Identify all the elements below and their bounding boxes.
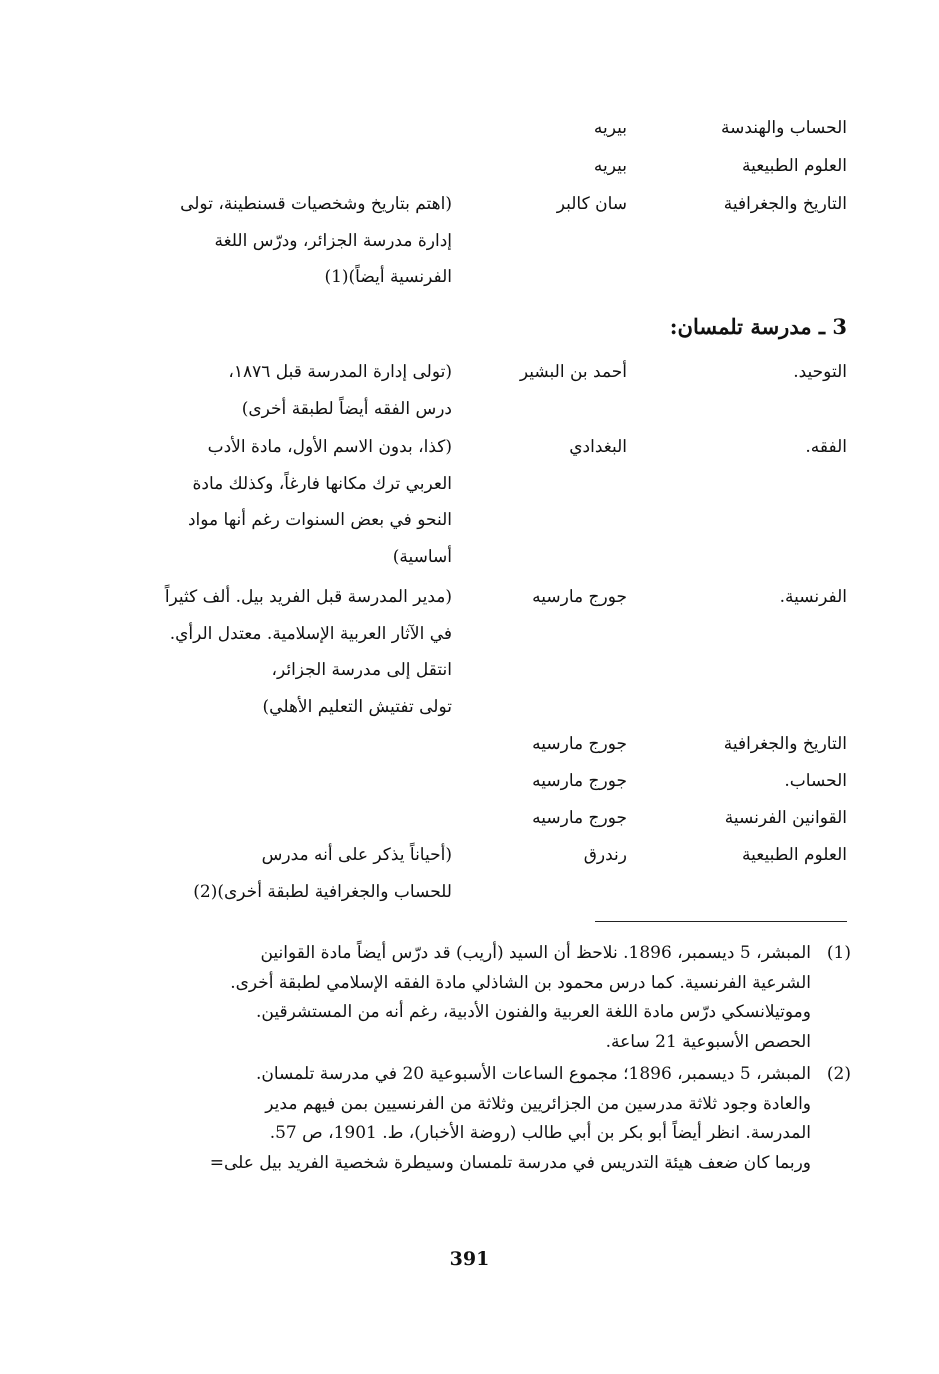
note-line: إدارة مدرسة الجزائر، ودرّس اللغة	[214, 230, 452, 251]
note-line: النحو في بعض السنوات رغم أنها مواد	[187, 510, 452, 530]
subject-cell: الفرنسية.	[779, 587, 847, 607]
subject-cell: الحساب والهندسة	[721, 118, 847, 138]
footnote-divider	[595, 921, 847, 922]
teacher-cell: رندرق	[583, 845, 627, 865]
note-cell	[122, 579, 452, 725]
teacher-cell: أحمد بن البشير	[519, 362, 627, 382]
note-line: العربي ترك مكانها فارغاً، وكذلك مادة	[192, 473, 452, 494]
note-cell	[122, 429, 452, 575]
note-cell	[122, 186, 452, 296]
note-cell	[122, 837, 452, 910]
subject-cell: التاريخ والجغرافية	[723, 734, 847, 754]
footnote-number: (1)	[826, 943, 851, 963]
footnote-number: (2)	[826, 1064, 851, 1084]
note-line: انتقل إلى مدرسة الجزائر،	[271, 660, 452, 680]
note-line: تولى تفتيش التعليم الأهلي)	[262, 696, 452, 717]
note-line: للحساب والجغرافية لطبقة أخرى)(2)	[193, 881, 452, 902]
section-heading: 3 ـ مدرسة تلمسان:	[669, 314, 847, 339]
teacher-cell: جورج مارسيه	[532, 771, 627, 791]
teacher-cell: جورج مارسيه	[532, 587, 627, 607]
subject-cell: العلوم الطبيعية	[742, 845, 847, 865]
subject-cell: التوحيد.	[793, 362, 847, 382]
footnote	[140, 1060, 851, 1178]
subject-cell: العلوم الطبيعية	[742, 156, 847, 176]
footnote-line: والعادة وجود ثلاثة مدرسين من الجزائريين وثلاثة من الفرنسيين بمن فيهم مدير	[265, 1093, 811, 1114]
note-line: درس الفقه أيضاً لطبقة أخرى)	[241, 398, 452, 419]
note-line: (اهتم بتاريخ وشخصيات قسنطينة، تولى	[180, 194, 452, 214]
footnotes	[140, 939, 851, 1178]
note-line: (مدير المدرسة قبل الفريد بيل. ألف كثيراً	[164, 587, 452, 607]
teacher-cell: سان كالبر	[556, 194, 627, 214]
subject-cell: القوانين الفرنسية	[724, 808, 847, 828]
note-line: (كذا، بدون الاسم الأول، مادة الأدب	[207, 437, 452, 457]
page-number: 391	[449, 1248, 490, 1270]
subject-cell: التاريخ والجغرافية	[723, 194, 847, 214]
note-line: في الآثار العربية الإسلامية. معتدل الرأي.	[169, 623, 452, 644]
footnote-line: الحصص الأسبوعية 21 ساعة.	[605, 1031, 811, 1052]
teacher-cell: بيريه	[593, 118, 627, 138]
footnote-line: المبشر، 5 ديسمبر، 1896. نلاحظ أن السيد (أريب) قد درّس أيضاً مادة القوانين	[260, 943, 811, 963]
subject-cell: الحساب.	[784, 771, 847, 791]
note-line: الفرنسية أيضاً)(1)	[324, 267, 452, 287]
teacher-cell: جورج مارسيه	[532, 808, 627, 828]
footnote-line: وربما كان ضعف هيئة التدريس في مدرسة تلمسان وسيطرة شخصية الفريد بيل على=	[209, 1152, 811, 1173]
note-line: (أحياناً يذكر على أنه مدرس	[261, 845, 452, 865]
teacher-cell: جورج مارسيه	[532, 734, 627, 754]
note-line: (تولى إدارة المدرسة قبل ١٨٧٦،	[228, 362, 452, 382]
footnote	[140, 939, 851, 1057]
note-line: أساسية)	[392, 546, 452, 567]
footnote-line: الشرعية الفرنسية. كما درس محمود بن الشاذلي مادة الفقه الإسلامي لطبقة أخرى.	[230, 972, 811, 993]
subject-cell: الفقه.	[805, 437, 847, 457]
note-cell	[122, 354, 452, 427]
teacher-cell: بيريه	[593, 156, 627, 176]
footnote-line: وموتيلانسكي درّس مادة اللغة العربية والفنون الأدبية، رغم أنه من المستشرقين.	[256, 1002, 811, 1022]
teacher-cell: البغدادي	[569, 437, 627, 457]
footnote-line: المدرسة. انظر أيضاً أبو بكر بن أبي طالب (روضة الأخبار)، ط. 1901، ص 57.	[269, 1123, 811, 1143]
footnote-line: المبشر، 5 ديسمبر، 1896؛ مجموع الساعات الأسبوعية 20 في مدرسة تلمسان.	[255, 1064, 811, 1084]
